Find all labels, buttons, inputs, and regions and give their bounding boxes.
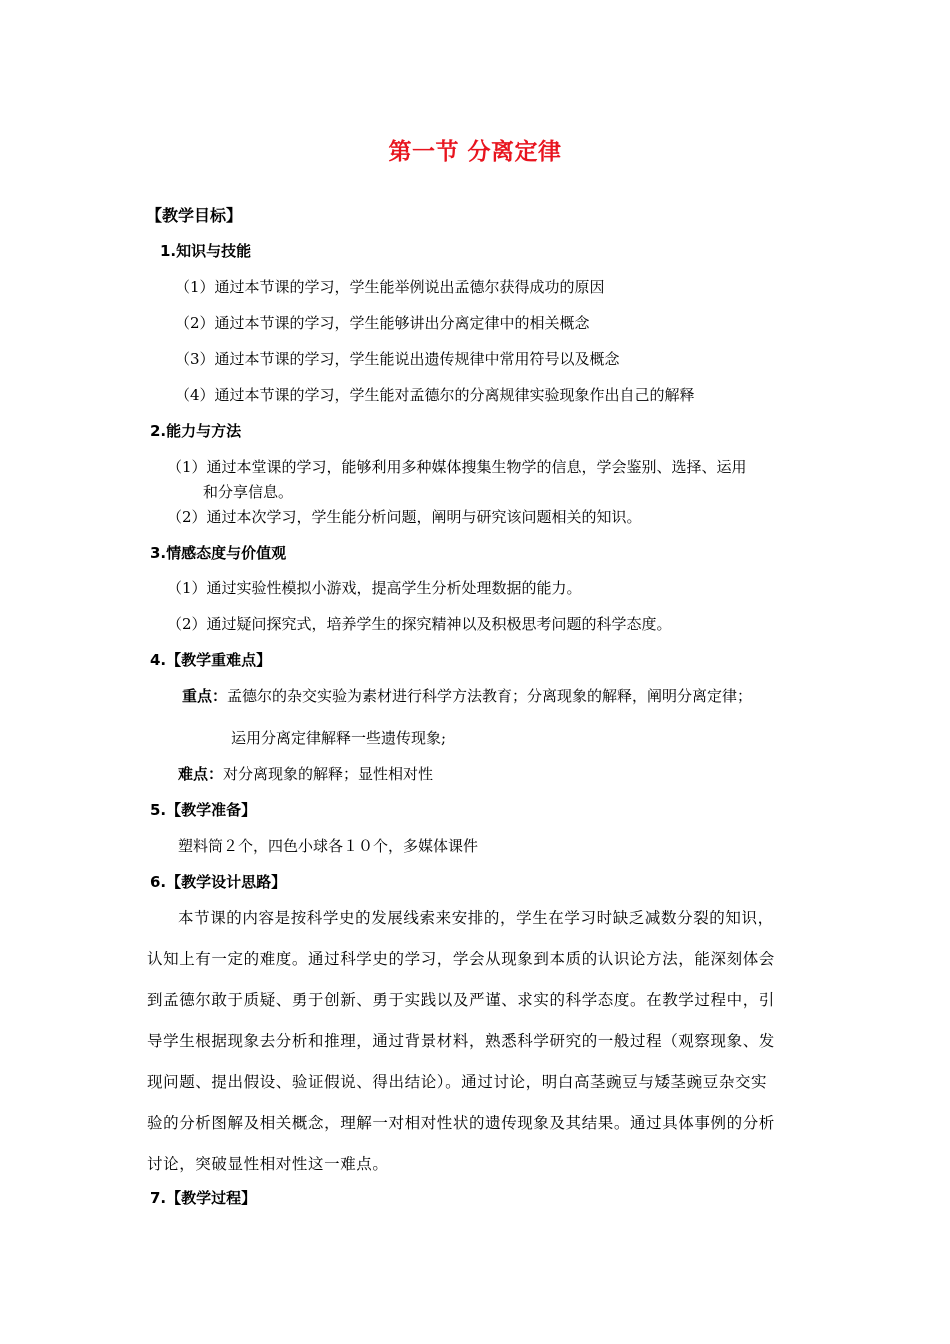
difficult-point-text: 对分离现象的解释；显性相对性 xyxy=(223,765,434,783)
section-1-heading: 1.知识与技能 xyxy=(160,242,252,260)
design-line-3: 到孟德尔敢于质疑、勇于创新、勇于实践以及严谨、求实的科学态度。在教学过程中，引 xyxy=(147,991,775,1009)
design-line-6: 验的分析图解及相关概念，理解一对相对性状的遗传现象及其结果。通过具体事例的分析 xyxy=(147,1114,775,1132)
s1-item-1: （1）通过本节课的学习，学生能举例说出孟德尔获得成功的原因 xyxy=(175,278,605,296)
section-4-heading: 4.【教学重难点】 xyxy=(150,651,272,669)
s2-item-1-line-1: （1）通过本堂课的学习，能够利用多种媒体搜集生物学的信息，学会鉴别、选择、运用 xyxy=(167,458,747,476)
design-line-4: 导学生根据现象去分析和推理，通过背景材料，熟悉科学研究的一般过程（观察现象、发 xyxy=(147,1032,775,1050)
section-6-heading: 6.【教学设计思路】 xyxy=(150,873,287,891)
s1-item-2: （2）通过本节课的学习，学生能够讲出分离定律中的相关概念 xyxy=(175,314,590,332)
design-line-1: 本节课的内容是按科学史的发展线索来安排的，学生在学习时缺乏减数分裂的知识， xyxy=(178,909,774,927)
s2-item-1-line-2: 和分享信息。 xyxy=(203,483,294,501)
difficult-point-label: 难点： xyxy=(178,765,224,783)
section-7-heading: 7.【教学过程】 xyxy=(150,1189,257,1207)
objectives-heading: 【教学目标】 xyxy=(146,206,243,225)
design-line-2: 认知上有一定的难度。通过科学史的学习，学会从现象到本质的认识论方法，能深刻体会 xyxy=(147,950,775,968)
key-point-line-2: 运用分离定律解释一些遗传现象; xyxy=(231,729,447,747)
s3-item-1: （1）通过实验性模拟小游戏，提高学生分析处理数据的能力。 xyxy=(167,579,582,597)
key-point xyxy=(182,685,752,706)
key-point-label: 重点： xyxy=(182,687,228,705)
page-title: 第一节 分离定律 xyxy=(388,139,562,165)
difficult-point xyxy=(178,763,433,784)
key-point-text: 孟德尔的杂交实验为素材进行科学方法教育；分离现象的解释，阐明分离定律； xyxy=(227,687,753,705)
section-3-heading: 3.情感态度与价值观 xyxy=(150,544,287,562)
design-line-5: 现问题、提出假设、验证假说、得出结论）。通过讨论，明白高茎豌豆与矮茎豌豆杂交实 xyxy=(147,1073,768,1091)
s1-item-4: （4）通过本节课的学习，学生能对孟德尔的分离规律实验现象作出自己的解释 xyxy=(175,386,695,404)
section-5-heading: 5.【教学准备】 xyxy=(150,801,257,819)
s1-item-3: （3）通过本节课的学习，学生能说出遗传规律中常用符号以及概念 xyxy=(175,350,620,368)
section-2-heading: 2.能力与方法 xyxy=(150,422,242,440)
s3-item-2: （2）通过疑问探究式，培养学生的探究精神以及积极思考问题的科学态度。 xyxy=(167,615,672,633)
s2-item-2: （2）通过本次学习，学生能分析问题，阐明与研究该问题相关的知识。 xyxy=(167,508,642,526)
design-line-7: 讨论，突破显性相对性这一难点。 xyxy=(147,1155,389,1173)
materials-text: 塑料筒２个，四色小球各１０个，多媒体课件 xyxy=(178,837,479,855)
